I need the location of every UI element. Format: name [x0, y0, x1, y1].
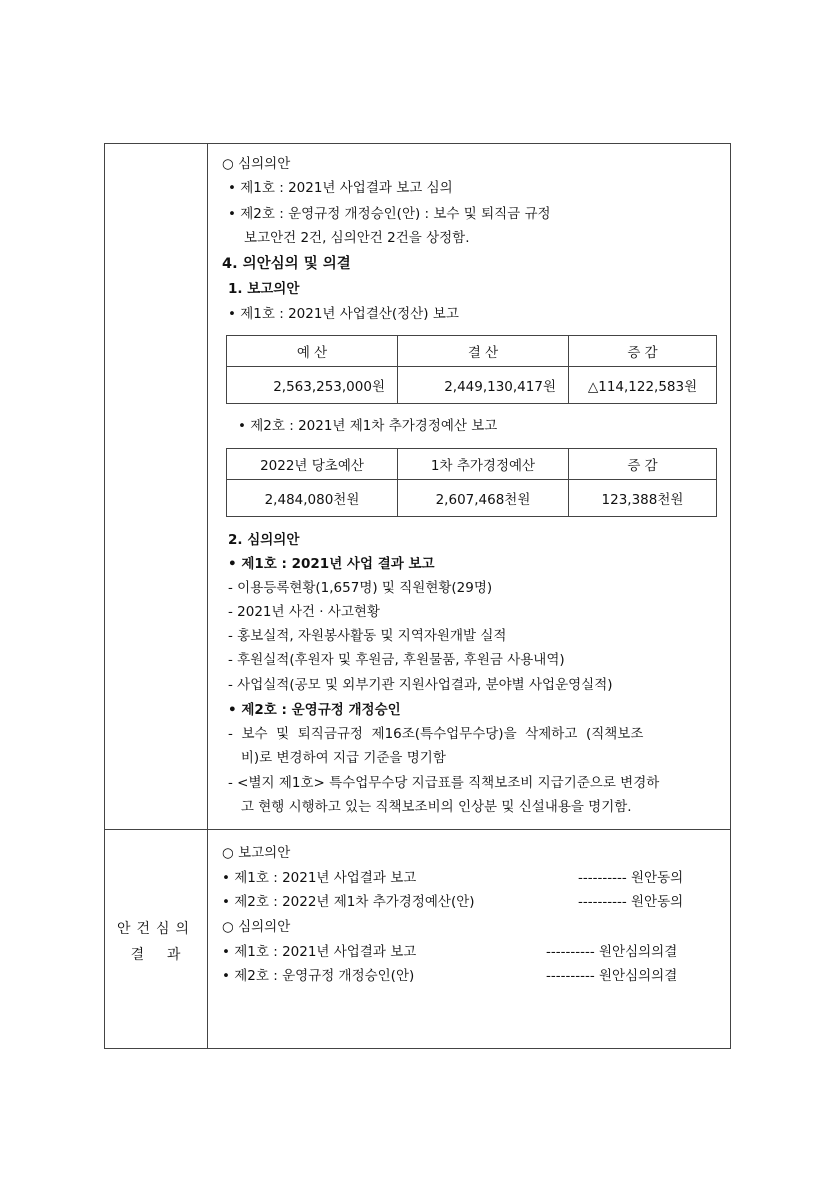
side-label: [105, 916, 207, 968]
delib-item2-detail: 비)로 변경하여 지급 기준을 명기함: [228, 750, 446, 766]
intro-item2: • 제2호 : 운영규정 개정승인(안) : 보수 및 퇴직금 규정: [228, 204, 551, 224]
delib-item1-detail: - 홍보실적, 자원봉사활동 및 지역자원개발 실적: [228, 628, 507, 644]
intro-item1: • 제1호 : 2021년 사업결과 보고 심의: [228, 178, 453, 198]
delib-item1-detail: - 이용등록현황(1,657명) 및 직원현황(29명): [228, 580, 493, 596]
side-label-line2: 결 과: [130, 947, 182, 963]
report-item2: • 제2호 : 2021년 제1차 추가경정예산 보고: [238, 416, 497, 436]
delib-item2-title: • 제2호 : 운영규정 개정승인: [228, 700, 401, 720]
settlement-value-budget: 2,563,253,000원: [227, 367, 398, 404]
result-report-heading: ○ 보고의안: [222, 845, 291, 861]
intro-heading: ○ 심의의안: [222, 156, 291, 172]
intro-summary: 보고안건 2건, 심의안건 2건을 상정함.: [244, 230, 470, 246]
settlement-header-diff: 증 감: [569, 336, 717, 367]
delib-item2-detail: - <별지 제1호> 특수업무수당 지급표를 직책보조비 지급기준으로 변경하: [228, 775, 660, 791]
supp-value-diff: 123,388천원: [569, 480, 717, 517]
result-report-item: • 제2호 : 2022년 제1차 추가경정예산(안): [222, 892, 475, 912]
delib-item1-title: • 제1호 : 2021년 사업 결과 보고: [228, 554, 435, 574]
delib-item2-detail: 고 현행 시행하고 있는 직책보조비의 인상분 및 신설내용을 명기함.: [228, 799, 632, 815]
delib-item1-detail: - 2021년 사건 · 사고현황: [228, 604, 380, 620]
report-item1: • 제1호 : 2021년 사업결산(정산) 보고: [228, 304, 459, 324]
settlement-header-budget: 예 산: [227, 336, 398, 367]
supplementary-budget-table: [226, 448, 717, 517]
supp-header-original: 2022년 당초예산: [227, 449, 398, 480]
result-delib-item: • 제2호 : 운영규정 개정승인(안): [222, 966, 414, 986]
supp-header-revised: 1차 추가경정예산: [398, 449, 569, 480]
result-report-outcome: ---------- 원안동의: [578, 870, 684, 886]
result-delib-heading: ○ 심의의안: [222, 919, 291, 935]
deliberation-title: 2. 심의의안: [228, 532, 300, 548]
delib-item1-detail: - 사업실적(공모 및 외부기관 지원사업결과, 분야별 사업운영실적): [228, 677, 613, 693]
side-label-line1: 안건심의: [116, 921, 196, 937]
supp-value-revised: 2,607,468천원: [398, 480, 569, 517]
settlement-header-settle: 결 산: [398, 336, 569, 367]
supp-value-original: 2,484,080천원: [227, 480, 398, 517]
result-delib-item: • 제1호 : 2021년 사업결과 보고: [222, 942, 416, 962]
settlement-value-settle: 2,449,130,417원: [398, 367, 569, 404]
result-report-item: • 제1호 : 2021년 사업결과 보고: [222, 868, 416, 888]
supp-header-diff: 증 감: [569, 449, 717, 480]
delib-item1-detail: - 후원실적(후원자 및 후원금, 후원물품, 후원금 사용내역): [228, 652, 565, 668]
report-title: 1. 보고의안: [228, 281, 300, 297]
result-delib-outcome: ---------- 원안심의의결: [546, 968, 678, 984]
delib-item2-detail: - 보수 및 퇴직금규정 제16조(특수업무수당)을 삭제하고 (직책보조: [228, 726, 644, 742]
settlement-value-diff: △114,122,583원: [569, 367, 717, 404]
settlement-table: [226, 335, 717, 404]
content-cell: [208, 144, 730, 1048]
minutes-table: [104, 143, 731, 1049]
result-delib-outcome: ---------- 원안심의의결: [546, 944, 678, 960]
result-report-outcome: ---------- 원안동의: [578, 894, 684, 910]
section4-title: 4. 의안심의 및 의결: [222, 256, 351, 272]
